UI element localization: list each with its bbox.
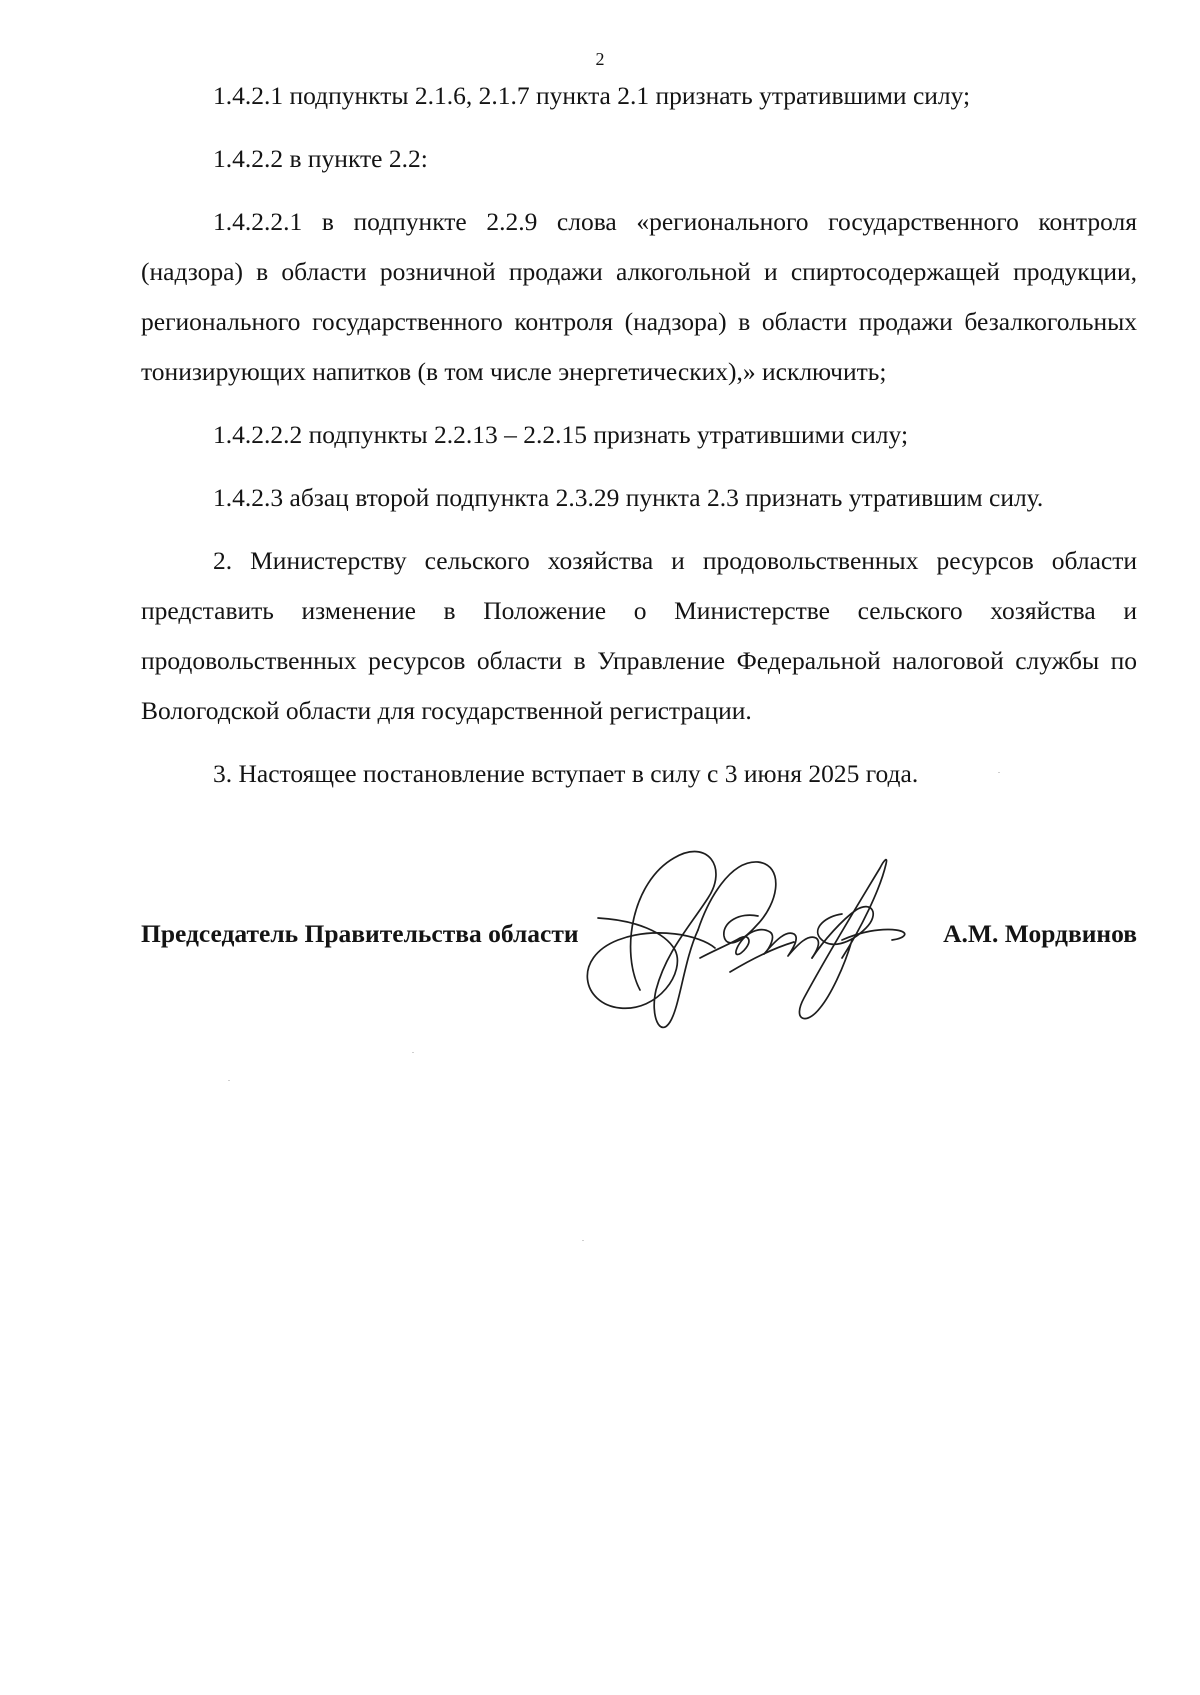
paragraph-1-4-2-2-1: 1.4.2.2.1 в подпункте 2.2.9 слова «регионального государственного контроля (надзора) в области розничной продажи алкогольной и спиртосодержащей продукции, регионального государственного контроля (надзора) в области продажи безалкогольных тонизирующих напитков (в том числе энергетических),» исключить; — [141, 207, 1137, 386]
scan-speck — [998, 772, 1000, 773]
document-body — [141, 71, 1137, 799]
page-number: 2 — [595, 49, 605, 69]
paragraph-3: 3. Настоящее постановление вступает в силу с 3 июня 2025 года. — [213, 759, 919, 788]
signer-name: А.М. Мордвинов — [943, 919, 1137, 948]
scan-speck — [228, 1080, 230, 1081]
paragraph-1-4-2-1: 1.4.2.1 подпункты 2.1.6, 2.1.7 пункта 2.1 признать утратившими силу; — [213, 81, 971, 110]
signer-position: Председатель Правительства области — [141, 919, 579, 948]
paragraph-1-4-2-2-2: 1.4.2.2.2 подпункты 2.2.13 – 2.2.15 признать утратившими силу; — [213, 420, 909, 449]
paragraph-1-4-2-3: 1.4.2.3 абзац второй подпункта 2.3.29 пункта 2.3 признать утратившим силу. — [213, 483, 1044, 512]
scan-speck — [582, 1240, 584, 1241]
paragraph-1-4-2-2: 1.4.2.2 в пункте 2.2: — [213, 144, 428, 173]
scan-speck — [412, 1052, 414, 1053]
handwritten-signature — [580, 840, 950, 1055]
paragraph-2: 2. Министерству сельского хозяйства и продовольственных ресурсов области представить изменение в Положение о Министерстве сельского хозяйства и продовольственных ресурсов области в Управление Федеральной налоговой службы по Вологодской области для государственной регистрации. — [141, 546, 1137, 725]
